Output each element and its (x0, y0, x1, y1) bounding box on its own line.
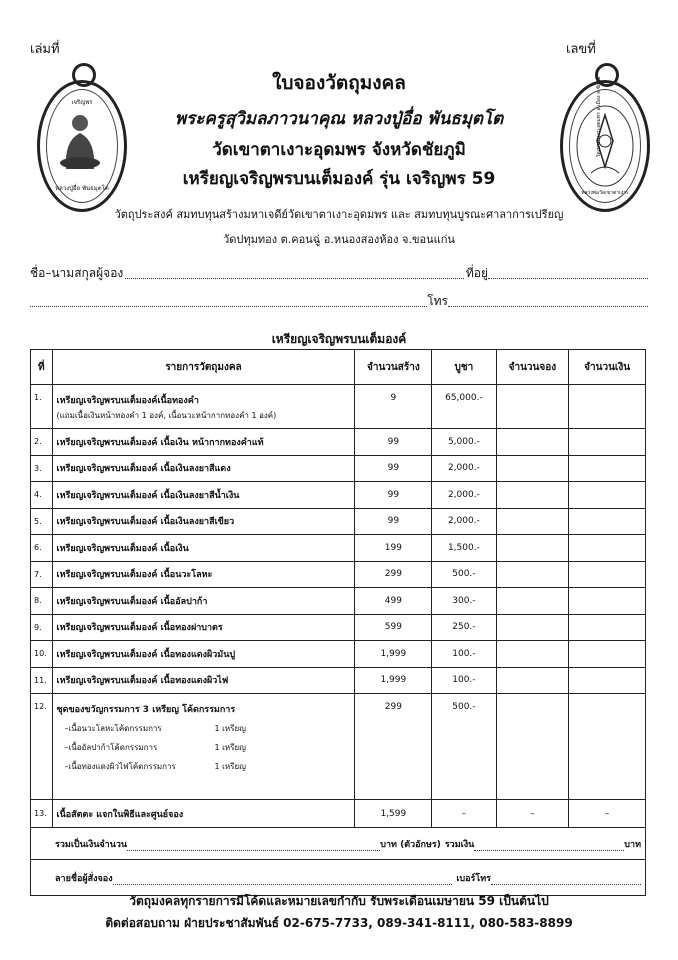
row-item: เหรียญเจริญพรบนเต็มองค์ เนื้อเงิน หน้ากากทองคำแท้ (52, 429, 355, 456)
sum-label: รวมเงิน (444, 839, 475, 850)
address-field-2[interactable] (30, 292, 427, 307)
row-amount-input[interactable] (569, 561, 646, 588)
row-no: 11. (31, 667, 53, 694)
row-no: 4. (31, 482, 53, 509)
row-qty: 499 (355, 588, 432, 615)
row-qty: 99 (355, 508, 432, 535)
baht-text-label: บาท (ตัวอักษร) (380, 839, 441, 850)
row-amount-input[interactable] (569, 429, 646, 456)
phone-field[interactable] (491, 871, 641, 885)
sub-item-count: 1 เหรียญ (214, 743, 246, 752)
order-table (30, 349, 646, 896)
row-item: เหรียญเจริญพรบนเต็มองค์ เนื้อเงินลงยาสีน้ำเงิน (52, 482, 355, 509)
row-no: 7. (31, 561, 53, 588)
table-row (31, 429, 646, 456)
row-price: 300.- (432, 588, 496, 615)
row-no: 2. (31, 429, 53, 456)
row-no: 13. (31, 800, 53, 828)
name-field[interactable] (125, 264, 464, 279)
sub-item (57, 722, 351, 735)
sub-item-name: –เนื้อนวะโลหะโค้ดกรรมการ (64, 724, 162, 733)
row-amount: – (569, 800, 646, 828)
row-qty: 99 (355, 482, 432, 509)
row-item (52, 385, 355, 429)
col-header-amount: จำนวนเงิน (569, 350, 646, 385)
left-medal-bottom-text: หลวงปู่อื่อ พันธมุตโต (55, 185, 109, 192)
row-qty: 99 (355, 455, 432, 482)
row-item-name: เหรียญเจริญพรบนเต็มองค์เนื้อทองคำ (56, 396, 199, 406)
row-item (52, 694, 355, 800)
table-row (31, 482, 646, 509)
row-reserve-input[interactable] (496, 455, 569, 482)
table-row (31, 455, 646, 482)
row-price: – (432, 800, 496, 828)
row-qty: 9 (355, 385, 432, 429)
col-header-no: ที่ (31, 350, 53, 385)
right-medal-bottom-text: หลวงพ่อวัดเขาตาเงาะ (581, 190, 629, 196)
sub-item-name: –เนื้ออัลปาก้าโค้ดกรรมการ (64, 743, 158, 752)
row-amount-input[interactable] (569, 694, 646, 800)
row-item: เหรียญเจริญพรบนเต็มองค์ เนื้อทองแดงผิวมันปู (52, 641, 355, 668)
sub-item (57, 760, 351, 773)
row-price: 500.- (432, 694, 496, 800)
col-header-qty: จำนวนสร้าง (355, 350, 432, 385)
row-amount-input[interactable] (569, 455, 646, 482)
table-row (31, 667, 646, 694)
total-row (31, 828, 646, 860)
name-address-row (30, 264, 648, 283)
left-medal-top-text: เจริญพร (71, 99, 93, 106)
row-reserve-input[interactable] (496, 385, 569, 429)
table-row (31, 535, 646, 562)
row-no: 9. (31, 614, 53, 641)
sub-item-count: 1 เหรียญ (214, 724, 246, 733)
row-reserve-input[interactable] (496, 641, 569, 668)
row-reserve-input[interactable] (496, 561, 569, 588)
series-name: เหรียญเจริญพรบนเต็มองค์ รุ่น เจริญพร 59 (182, 169, 496, 189)
row-qty: 1,999 (355, 641, 432, 668)
row-no: 3. (31, 455, 53, 482)
row-price: 2,000.- (432, 455, 496, 482)
row-qty: 99 (355, 429, 432, 456)
sign-field[interactable] (113, 871, 453, 885)
table-caption: เหรียญเจริญพรบนเต็มองค์ (271, 332, 407, 346)
sub-item (57, 741, 351, 754)
row-item: เหรียญเจริญพรบนเต็มองค์ เนื้อเงินลงยาสีแดง (52, 455, 355, 482)
row-no: 10. (31, 641, 53, 668)
row-no: 6. (31, 535, 53, 562)
row-reserve-input[interactable] (496, 667, 569, 694)
table-row (31, 641, 646, 668)
row-item-name: ชุดของขวัญกรรมการ 3 เหรียญ โค้ดกรรมการ (56, 705, 236, 715)
row-qty: 1,999 (355, 667, 432, 694)
address-field[interactable] (488, 264, 648, 279)
row-reserve-input[interactable] (496, 535, 569, 562)
col-header-item: รายการวัตถุมงคล (52, 350, 355, 385)
table-header-row (31, 350, 646, 385)
row-price: 100.- (432, 641, 496, 668)
row-item-note: (แถมเนื้อเงินหน้าทองคำ 1 องค์, เนื้อนวะหน้ากากทองคำ 1 องค์) (56, 411, 277, 420)
row-qty: 199 (355, 535, 432, 562)
row-price: 65,000.- (432, 385, 496, 429)
row-item: เหรียญเจริญพรบนเต็มองค์ เนื้อนวะโลหะ (52, 561, 355, 588)
row-item: เหรียญเจริญพรบนเต็มองค์ เนื้ออัลปาก้า (52, 588, 355, 615)
row-reserve-input[interactable] (496, 482, 569, 509)
total-label: รวมเป็นเงินจำนวน (55, 839, 128, 850)
row-price: 2,000.- (432, 508, 496, 535)
row-price: 500.- (432, 561, 496, 588)
col-header-reserve: จำนวนจอง (496, 350, 569, 385)
sign-row (31, 860, 646, 896)
row-amount-input[interactable] (569, 614, 646, 641)
sign-label: ลายชื่อผู้สั่งจอง (55, 873, 113, 884)
row-reserve-input[interactable] (496, 508, 569, 535)
row-amount-input[interactable] (569, 385, 646, 429)
row-no: 5. (31, 508, 53, 535)
footer-line-1: วัตถุมงคลทุกรายการมีโค้ดและหมายเลขกำกับ รับพระเดือนเมษายน 59 เป็นต้นไป (129, 894, 549, 908)
row-qty: 1,599 (355, 800, 432, 828)
table-row (31, 614, 646, 641)
row-price: 1,500.- (432, 535, 496, 562)
right-medal-ring-text: วัดเขาตาเงาะอุดมพร อ.เมือง จ.ชัยภูมิ (596, 76, 602, 158)
row-price: 5,000.- (432, 429, 496, 456)
purpose-line-1: วัตถุประสงค์ สมทบทุนสร้างมหาเจดีย์วัดเขาตาเงาะอุดมพร และ สมทบทุนบูรณะศาลาการเปรียญ (114, 208, 564, 221)
row-no: 1. (31, 385, 53, 429)
row-amount-input[interactable] (569, 641, 646, 668)
row-price: 100.- (432, 667, 496, 694)
row-no: 12. (31, 694, 53, 800)
sub-item-name: –เนื้อทองแดงผิวไฟโค้ดกรรมการ (64, 762, 176, 771)
table-row (31, 561, 646, 588)
row-qty: 599 (355, 614, 432, 641)
row-reserve-input[interactable] (496, 614, 569, 641)
row-reserve-input[interactable] (496, 588, 569, 615)
row-reserve-input[interactable] (496, 694, 569, 800)
purpose-line-2: วัดปทุมทอง ต.คอนฉู่ อ.หนองสองห้อง จ.ขอนแก่น (223, 233, 455, 246)
row-amount-input[interactable] (569, 667, 646, 694)
table-row (31, 800, 646, 828)
temple-name: วัดเขาตาเงาะอุดมพร จังหวัดชัยภูมิ (212, 140, 466, 160)
row-reserve: – (496, 800, 569, 828)
sub-item-count: 1 เหรียญ (214, 762, 246, 771)
name-label: ชื่อ–นามสกุลผู้จอง (30, 266, 124, 280)
sum-field[interactable] (474, 837, 624, 851)
monk-name: พระครูสุวิมลภาวนาคุณ หลวงปู่อื่อ พันธมุตโต (174, 109, 504, 129)
col-header-price: บูชา (432, 350, 496, 385)
table-row (31, 508, 646, 535)
phone-label: เบอร์โทร (456, 873, 491, 884)
row-no: 8. (31, 588, 53, 615)
row-reserve-input[interactable] (496, 429, 569, 456)
row-item: เนื้อสัตตะ แจกในพิธีและศูนย์จอง (52, 800, 355, 828)
table-row (31, 588, 646, 615)
row-item: เหรียญเจริญพรบนเต็มองค์ เนื้อเงินลงยาสีเขียว (52, 508, 355, 535)
book-number-label: เล่มที่ (30, 42, 60, 57)
row-item: เหรียญเจริญพรบนเต็มองค์ เนื้อทองฝาบาตร (52, 614, 355, 641)
row-amount-input[interactable] (569, 482, 646, 509)
table-row (31, 694, 646, 800)
row-price: 250.- (432, 614, 496, 641)
table-row (31, 385, 646, 429)
tel-field[interactable] (448, 292, 648, 307)
address-label: ที่อยู่ (465, 266, 488, 280)
row-price: 2,000.- (432, 482, 496, 509)
row-amount-input[interactable] (569, 508, 646, 535)
row-qty: 299 (355, 694, 432, 800)
row-item: เหรียญเจริญพรบนเต็มองค์ เนื้อทองแดงผิวไฟ (52, 667, 355, 694)
document-number-label: เลขที่ (566, 42, 596, 57)
baht-label: บาท (624, 839, 641, 850)
total-text-field[interactable] (127, 837, 380, 851)
row-item: เหรียญเจริญพรบนเต็มองค์ เนื้อเงิน (52, 535, 355, 562)
row-amount-input[interactable] (569, 588, 646, 615)
row-qty: 299 (355, 561, 432, 588)
form-title: ใบจองวัตถุมงคล (272, 72, 406, 94)
row-amount-input[interactable] (569, 535, 646, 562)
tel-label: โทร (427, 294, 448, 308)
footer-line-2: ติดต่อสอบถาม ฝ่ายประชาสัมพันธ์ 02-675-7733, 089-341-8111, 080-583-8899 (105, 916, 573, 930)
address-tel-row (30, 292, 648, 311)
